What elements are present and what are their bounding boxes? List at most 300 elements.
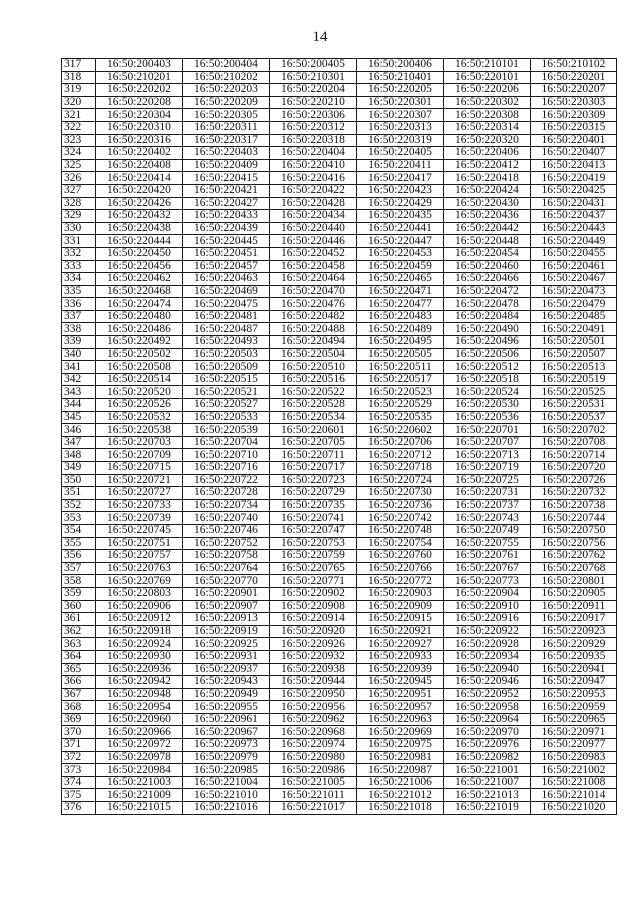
cadastral-number-cell: 16:50:220504 — [270, 348, 357, 361]
cadastral-number-cell: 16:50:220919 — [183, 625, 270, 638]
cadastral-number-cell: 16:50:220731 — [444, 487, 531, 500]
cadastral-number-cell: 16:50:220304 — [96, 109, 183, 122]
cadastral-number-cell: 16:50:220460 — [444, 260, 531, 273]
row-number-cell: 353 — [62, 512, 96, 525]
row-number-cell: 368 — [62, 701, 96, 714]
cadastral-number-cell: 16:50:220538 — [96, 424, 183, 437]
cadastral-number-cell: 16:50:220912 — [96, 613, 183, 626]
cadastral-number-cell: 16:50:200403 — [96, 59, 183, 72]
cadastral-number-cell: 16:50:220511 — [357, 361, 444, 374]
table-row — [62, 802, 617, 815]
cadastral-number-cell: 16:50:220714 — [531, 449, 617, 462]
cadastral-number-cell: 16:50:220969 — [357, 726, 444, 739]
table-row — [62, 348, 617, 361]
cadastral-number-cell: 16:50:221016 — [183, 802, 270, 815]
table-row — [62, 222, 617, 235]
cadastral-number-cell: 16:50:220487 — [183, 323, 270, 336]
cadastral-number-cell: 16:50:220201 — [531, 71, 617, 84]
cadastral-number-cell: 16:50:220742 — [357, 512, 444, 525]
cadastral-number-cell: 16:50:220412 — [444, 159, 531, 172]
table-row — [62, 247, 617, 260]
cadastral-number-cell: 16:50:220915 — [357, 613, 444, 626]
cadastral-number-cell: 16:50:220450 — [96, 247, 183, 260]
cadastral-number-cell: 16:50:220712 — [357, 449, 444, 462]
table-row — [62, 449, 617, 462]
cadastral-number-cell: 16:50:220416 — [270, 172, 357, 185]
cadastral-number-cell: 16:50:220310 — [96, 121, 183, 134]
cadastral-number-cell: 16:50:220311 — [183, 121, 270, 134]
cadastral-number-cell: 16:50:220946 — [444, 676, 531, 689]
cadastral-number-cell: 16:50:220961 — [183, 713, 270, 726]
cadastral-number-cell: 16:50:220309 — [531, 109, 617, 122]
cadastral-number-cell: 16:50:220761 — [444, 550, 531, 563]
cadastral-number-cell: 16:50:220914 — [270, 613, 357, 626]
table-row — [62, 386, 617, 399]
cadastral-number-cell: 16:50:220405 — [357, 147, 444, 160]
cadastral-number-cell: 16:50:220719 — [444, 462, 531, 475]
cadastral-number-cell: 16:50:220525 — [531, 386, 617, 399]
cadastral-number-cell: 16:50:220420 — [96, 184, 183, 197]
row-number-cell: 335 — [62, 285, 96, 298]
cadastral-number-cell: 16:50:220473 — [531, 285, 617, 298]
cadastral-number-cell: 16:50:220766 — [357, 562, 444, 575]
row-number-cell: 318 — [62, 71, 96, 84]
cadastral-number-cell: 16:50:220527 — [183, 399, 270, 412]
page-number: 14 — [312, 29, 328, 45]
cadastral-number-cell: 16:50:220443 — [531, 222, 617, 235]
cadastral-number-cell: 16:50:220502 — [96, 348, 183, 361]
cadastral-number-cell: 16:50:220901 — [183, 587, 270, 600]
cadastral-number-cell: 16:50:221005 — [270, 776, 357, 789]
cadastral-number-cell: 16:50:220457 — [183, 260, 270, 273]
cadastral-number-cell: 16:50:220740 — [183, 512, 270, 525]
table-row — [62, 184, 617, 197]
cadastral-number-cell: 16:50:220514 — [96, 373, 183, 386]
table-row — [62, 323, 617, 336]
cadastral-number-cell: 16:50:220407 — [531, 147, 617, 160]
cadastral-number-cell: 16:50:220469 — [183, 285, 270, 298]
row-number-cell: 364 — [62, 650, 96, 663]
cadastral-number-cell: 16:50:220913 — [183, 613, 270, 626]
cadastral-number-cell: 16:50:220601 — [270, 424, 357, 437]
cadastral-number-cell: 16:50:220437 — [531, 210, 617, 223]
cadastral-number-cell: 16:50:220754 — [357, 537, 444, 550]
cadastral-number-cell: 16:50:220967 — [183, 726, 270, 739]
cadastral-number-cell: 16:50:220434 — [270, 210, 357, 223]
cadastral-number-cell: 16:50:220480 — [96, 310, 183, 323]
cadastral-number-cell: 16:50:220747 — [270, 524, 357, 537]
row-number-cell: 373 — [62, 764, 96, 777]
cadastral-number-cell: 16:50:220452 — [270, 247, 357, 260]
cadastral-number-cell: 16:50:220483 — [357, 310, 444, 323]
cadastral-number-cell: 16:50:220909 — [357, 600, 444, 613]
row-number-cell: 341 — [62, 361, 96, 374]
cadastral-number-cell: 16:50:220962 — [270, 713, 357, 726]
cadastral-number-cell: 16:50:220456 — [96, 260, 183, 273]
row-number-cell: 328 — [62, 197, 96, 210]
row-number-cell: 372 — [62, 751, 96, 764]
cadastral-number-cell: 16:50:220496 — [444, 336, 531, 349]
cadastral-number-cell: 16:50:221014 — [531, 789, 617, 802]
cadastral-number-cell: 16:50:220408 — [96, 159, 183, 172]
cadastral-number-cell: 16:50:220721 — [96, 474, 183, 487]
cadastral-number-cell: 16:50:220485 — [531, 310, 617, 323]
cadastral-number-cell: 16:50:220765 — [270, 562, 357, 575]
cadastral-number-cell: 16:50:220428 — [270, 197, 357, 210]
cadastral-number-cell: 16:50:220517 — [357, 373, 444, 386]
row-number-cell: 360 — [62, 600, 96, 613]
table-row — [62, 512, 617, 525]
cadastral-number-cell: 16:50:220722 — [183, 474, 270, 487]
row-number-cell: 342 — [62, 373, 96, 386]
cadastral-number-cell: 16:50:220701 — [444, 424, 531, 437]
cadastral-number-cell: 16:50:220435 — [357, 210, 444, 223]
cadastral-number-cell: 16:50:220314 — [444, 121, 531, 134]
cadastral-number-cell: 16:50:220723 — [270, 474, 357, 487]
cadastral-number-cell: 16:50:220939 — [357, 663, 444, 676]
cadastral-number-cell: 16:50:220454 — [444, 247, 531, 260]
cadastral-number-cell: 16:50:220424 — [444, 184, 531, 197]
cadastral-number-cell: 16:50:221017 — [270, 802, 357, 815]
cadastral-number-cell: 16:50:220928 — [444, 638, 531, 651]
table-row — [62, 298, 617, 311]
cadastral-number-cell: 16:50:221012 — [357, 789, 444, 802]
table-row — [62, 537, 617, 550]
cadastral-number-cell: 16:50:220757 — [96, 550, 183, 563]
cadastral-number-cell: 16:50:220418 — [444, 172, 531, 185]
cadastral-number-cell: 16:50:220528 — [270, 399, 357, 412]
cadastral-number-cell: 16:50:220975 — [357, 739, 444, 752]
cadastral-number-cell: 16:50:220531 — [531, 399, 617, 412]
cadastral-number-cell: 16:50:220762 — [531, 550, 617, 563]
row-number-cell: 336 — [62, 298, 96, 311]
cadastral-number-cell: 16:50:220726 — [531, 474, 617, 487]
row-number-cell: 337 — [62, 310, 96, 323]
cadastral-number-cell: 16:50:220934 — [444, 650, 531, 663]
cadastral-number-cell: 16:50:220419 — [531, 172, 617, 185]
cadastral-number-cell: 16:50:220772 — [357, 575, 444, 588]
cadastral-number-cell: 16:50:220515 — [183, 373, 270, 386]
cadastral-number-cell: 16:50:220753 — [270, 537, 357, 550]
cadastral-number-cell: 16:50:220737 — [444, 499, 531, 512]
table-row — [62, 751, 617, 764]
cadastral-number-cell: 16:50:220903 — [357, 587, 444, 600]
table-row — [62, 310, 617, 323]
cadastral-number-cell: 16:50:220313 — [357, 121, 444, 134]
cadastral-number-cell: 16:50:220478 — [444, 298, 531, 311]
cadastral-number-cell: 16:50:220758 — [183, 550, 270, 563]
table-row — [62, 776, 617, 789]
row-number-cell: 365 — [62, 663, 96, 676]
row-number-cell: 330 — [62, 222, 96, 235]
cadastral-number-cell: 16:50:220710 — [183, 449, 270, 462]
cadastral-number-cell: 16:50:220302 — [444, 96, 531, 109]
cadastral-number-cell: 16:50:220306 — [270, 109, 357, 122]
cadastral-number-cell: 16:50:220767 — [444, 562, 531, 575]
cadastral-number-cell: 16:50:220937 — [183, 663, 270, 676]
row-number-cell: 327 — [62, 184, 96, 197]
cadastral-number-cell: 16:50:210301 — [270, 71, 357, 84]
cadastral-number-cell: 16:50:220763 — [96, 562, 183, 575]
cadastral-number-cell: 16:50:220409 — [183, 159, 270, 172]
cadastral-number-cell: 16:50:220413 — [531, 159, 617, 172]
cadastral-number-cell: 16:50:220964 — [444, 713, 531, 726]
cadastral-number-cell: 16:50:220953 — [531, 688, 617, 701]
cadastral-number-cell: 16:50:220470 — [270, 285, 357, 298]
cadastral-number-cell: 16:50:220303 — [531, 96, 617, 109]
cadastral-number-cell: 16:50:220402 — [96, 147, 183, 160]
cadastral-number-cell: 16:50:220410 — [270, 159, 357, 172]
table-row — [62, 424, 617, 437]
cadastral-number-cell: 16:50:221007 — [444, 776, 531, 789]
cadastral-number-cell: 16:50:220513 — [531, 361, 617, 374]
row-number-cell: 323 — [62, 134, 96, 147]
cadastral-number-cell: 16:50:220204 — [270, 84, 357, 97]
cadastral-number-cell: 16:50:220466 — [444, 273, 531, 286]
cadastral-number-cell: 16:50:220929 — [531, 638, 617, 651]
table-row — [62, 210, 617, 223]
table-row — [62, 96, 617, 109]
cadastral-number-cell: 16:50:221003 — [96, 776, 183, 789]
cadastral-number-cell: 16:50:220421 — [183, 184, 270, 197]
cadastral-number-cell: 16:50:220904 — [444, 587, 531, 600]
cadastral-number-cell: 16:50:220906 — [96, 600, 183, 613]
cadastral-number-cell: 16:50:220446 — [270, 235, 357, 248]
cadastral-number-cell: 16:50:220955 — [183, 701, 270, 714]
cadastral-number-cell: 16:50:220426 — [96, 197, 183, 210]
table-row — [62, 336, 617, 349]
row-number-cell: 338 — [62, 323, 96, 336]
cadastral-number-cell: 16:50:220427 — [183, 197, 270, 210]
row-number-cell: 349 — [62, 462, 96, 475]
cadastral-number-cell: 16:50:220729 — [270, 487, 357, 500]
cadastral-number-cell: 16:50:220512 — [444, 361, 531, 374]
cadastral-number-cell: 16:50:220733 — [96, 499, 183, 512]
cadastral-number-cell: 16:50:220941 — [531, 663, 617, 676]
table-row — [62, 373, 617, 386]
cadastral-number-cell: 16:50:220927 — [357, 638, 444, 651]
cadastral-number-cell: 16:50:220489 — [357, 323, 444, 336]
cadastral-number-cell: 16:50:221013 — [444, 789, 531, 802]
cadastral-number-cell: 16:50:220535 — [357, 411, 444, 424]
row-number-cell: 355 — [62, 537, 96, 550]
row-number-cell: 325 — [62, 159, 96, 172]
cadastral-number-cell: 16:50:220524 — [444, 386, 531, 399]
row-number-cell: 369 — [62, 713, 96, 726]
table-row — [62, 562, 617, 575]
cadastral-number-cell: 16:50:220318 — [270, 134, 357, 147]
cadastral-number-cell: 16:50:220720 — [531, 462, 617, 475]
cadastral-number-cell: 16:50:220510 — [270, 361, 357, 374]
cadastral-number-cell: 16:50:220724 — [357, 474, 444, 487]
cadastral-number-cell: 16:50:220414 — [96, 172, 183, 185]
cadastral-number-cell: 16:50:221020 — [531, 802, 617, 815]
cadastral-number-cell: 16:50:220209 — [183, 96, 270, 109]
row-number-cell: 371 — [62, 739, 96, 752]
cadastral-number-cell: 16:50:221010 — [183, 789, 270, 802]
cadastral-number-cell: 16:50:220932 — [270, 650, 357, 663]
cadastral-number-cell: 16:50:220316 — [96, 134, 183, 147]
table-row — [62, 285, 617, 298]
cadastral-number-cell: 16:50:220940 — [444, 663, 531, 676]
cadastral-number-cell: 16:50:220404 — [270, 147, 357, 160]
cadastral-number-cell: 16:50:220923 — [531, 625, 617, 638]
cadastral-number-cell: 16:50:220430 — [444, 197, 531, 210]
row-number-cell: 375 — [62, 789, 96, 802]
cadastral-number-cell: 16:50:220508 — [96, 361, 183, 374]
cadastral-number-cell: 16:50:220441 — [357, 222, 444, 235]
cadastral-number-cell: 16:50:220463 — [183, 273, 270, 286]
cadastral-number-cell: 16:50:220532 — [96, 411, 183, 424]
table-row — [62, 260, 617, 273]
cadastral-number-cell: 16:50:220916 — [444, 613, 531, 626]
cadastral-number-cell: 16:50:220101 — [444, 71, 531, 84]
cadastral-number-cell: 16:50:220459 — [357, 260, 444, 273]
cadastral-number-cell: 16:50:220725 — [444, 474, 531, 487]
cadastral-number-cell: 16:50:220445 — [183, 235, 270, 248]
table-row — [62, 197, 617, 210]
cadastral-number-cell: 16:50:220773 — [444, 575, 531, 588]
cadastral-number-cell: 16:50:220760 — [357, 550, 444, 563]
cadastral-number-cell: 16:50:220315 — [531, 121, 617, 134]
cadastral-number-cell: 16:50:220202 — [96, 84, 183, 97]
table-row — [62, 701, 617, 714]
row-number-cell: 331 — [62, 235, 96, 248]
table-row — [62, 71, 617, 84]
row-number-cell: 359 — [62, 587, 96, 600]
cadastral-number-cell: 16:50:220305 — [183, 109, 270, 122]
cadastral-number-cell: 16:50:220732 — [531, 487, 617, 500]
cadastral-number-cell: 16:50:220477 — [357, 298, 444, 311]
cadastral-number-cell: 16:50:220203 — [183, 84, 270, 97]
cadastral-number-cell: 16:50:220736 — [357, 499, 444, 512]
cadastral-number-cell: 16:50:220442 — [444, 222, 531, 235]
cadastral-number-cell: 16:50:220974 — [270, 739, 357, 752]
cadastral-number-cell: 16:50:220917 — [531, 613, 617, 626]
row-number-cell: 370 — [62, 726, 96, 739]
cadastral-number-cell: 16:50:220935 — [531, 650, 617, 663]
cadastral-number-cell: 16:50:220472 — [444, 285, 531, 298]
table-row — [62, 625, 617, 638]
cadastral-number-cell: 16:50:220922 — [444, 625, 531, 638]
cadastral-number-cell: 16:50:220602 — [357, 424, 444, 437]
cadastral-number-cell: 16:50:220751 — [96, 537, 183, 550]
table-row — [62, 411, 617, 424]
cadastral-number-cell: 16:50:220945 — [357, 676, 444, 689]
cadastral-number-cell: 16:50:220730 — [357, 487, 444, 500]
row-number-cell: 333 — [62, 260, 96, 273]
cadastral-number-cell: 16:50:220951 — [357, 688, 444, 701]
table-row — [62, 650, 617, 663]
cadastral-number-cell: 16:50:220206 — [444, 84, 531, 97]
row-number-cell: 374 — [62, 776, 96, 789]
records-table — [61, 58, 617, 815]
cadastral-number-cell: 16:50:220717 — [270, 462, 357, 475]
row-number-cell: 334 — [62, 273, 96, 286]
cadastral-number-cell: 16:50:220803 — [96, 587, 183, 600]
cadastral-number-cell: 16:50:220744 — [531, 512, 617, 525]
cadastral-number-cell: 16:50:220492 — [96, 336, 183, 349]
cadastral-number-cell: 16:50:220491 — [531, 323, 617, 336]
row-number-cell: 363 — [62, 638, 96, 651]
cadastral-number-cell: 16:50:220968 — [270, 726, 357, 739]
cadastral-number-cell: 16:50:220447 — [357, 235, 444, 248]
cadastral-number-cell: 16:50:210401 — [357, 71, 444, 84]
table-row — [62, 462, 617, 475]
row-number-cell: 354 — [62, 524, 96, 537]
cadastral-number-cell: 16:50:220759 — [270, 550, 357, 563]
cadastral-number-cell: 16:50:220959 — [531, 701, 617, 714]
cadastral-number-cell: 16:50:220727 — [96, 487, 183, 500]
cadastral-number-cell: 16:50:220493 — [183, 336, 270, 349]
cadastral-number-cell: 16:50:220907 — [183, 600, 270, 613]
cadastral-number-cell: 16:50:220539 — [183, 424, 270, 437]
row-number-cell: 356 — [62, 550, 96, 563]
cadastral-number-cell: 16:50:220467 — [531, 273, 617, 286]
cadastral-number-cell: 16:50:220429 — [357, 197, 444, 210]
cadastral-number-cell: 16:50:220920 — [270, 625, 357, 638]
cadastral-number-cell: 16:50:220921 — [357, 625, 444, 638]
table-row — [62, 600, 617, 613]
cadastral-number-cell: 16:50:220411 — [357, 159, 444, 172]
cadastral-number-cell: 16:50:221009 — [96, 789, 183, 802]
cadastral-number-cell: 16:50:220526 — [96, 399, 183, 412]
cadastral-number-cell: 16:50:220433 — [183, 210, 270, 223]
table-row — [62, 613, 617, 626]
cadastral-number-cell: 16:50:220415 — [183, 172, 270, 185]
cadastral-number-cell: 16:50:220474 — [96, 298, 183, 311]
table-row — [62, 688, 617, 701]
cadastral-number-cell: 16:50:220503 — [183, 348, 270, 361]
cadastral-number-cell: 16:50:220925 — [183, 638, 270, 651]
cadastral-number-cell: 16:50:220970 — [444, 726, 531, 739]
cadastral-number-cell: 16:50:220926 — [270, 638, 357, 651]
row-number-cell: 329 — [62, 210, 96, 223]
row-number-cell: 317 — [62, 59, 96, 72]
cadastral-number-cell: 16:50:221006 — [357, 776, 444, 789]
cadastral-number-cell: 16:50:220494 — [270, 336, 357, 349]
cadastral-number-cell: 16:50:220973 — [183, 739, 270, 752]
cadastral-number-cell: 16:50:220507 — [531, 348, 617, 361]
cadastral-number-cell: 16:50:220534 — [270, 411, 357, 424]
cadastral-number-cell: 16:50:220462 — [96, 273, 183, 286]
cadastral-number-cell: 16:50:220718 — [357, 462, 444, 475]
cadastral-number-cell: 16:50:220734 — [183, 499, 270, 512]
cadastral-number-cell: 16:50:220745 — [96, 524, 183, 537]
cadastral-number-cell: 16:50:220521 — [183, 386, 270, 399]
row-number-cell: 340 — [62, 348, 96, 361]
table-row — [62, 361, 617, 374]
cadastral-number-cell: 16:50:220432 — [96, 210, 183, 223]
cadastral-number-cell: 16:50:221002 — [531, 764, 617, 777]
cadastral-number-cell: 16:50:220495 — [357, 336, 444, 349]
cadastral-number-cell: 16:50:220476 — [270, 298, 357, 311]
cadastral-number-cell: 16:50:220933 — [357, 650, 444, 663]
cadastral-number-cell: 16:50:221008 — [531, 776, 617, 789]
cadastral-number-cell: 16:50:220768 — [531, 562, 617, 575]
cadastral-number-cell: 16:50:220769 — [96, 575, 183, 588]
cadastral-number-cell: 16:50:220711 — [270, 449, 357, 462]
cadastral-number-cell: 16:50:220715 — [96, 462, 183, 475]
cadastral-number-cell: 16:50:220308 — [444, 109, 531, 122]
cadastral-number-cell: 16:50:220958 — [444, 701, 531, 714]
cadastral-number-cell: 16:50:220943 — [183, 676, 270, 689]
table-row — [62, 121, 617, 134]
cadastral-number-cell: 16:50:221019 — [444, 802, 531, 815]
cadastral-number-cell: 16:50:220422 — [270, 184, 357, 197]
cadastral-number-cell: 16:50:220971 — [531, 726, 617, 739]
cadastral-number-cell: 16:50:220952 — [444, 688, 531, 701]
